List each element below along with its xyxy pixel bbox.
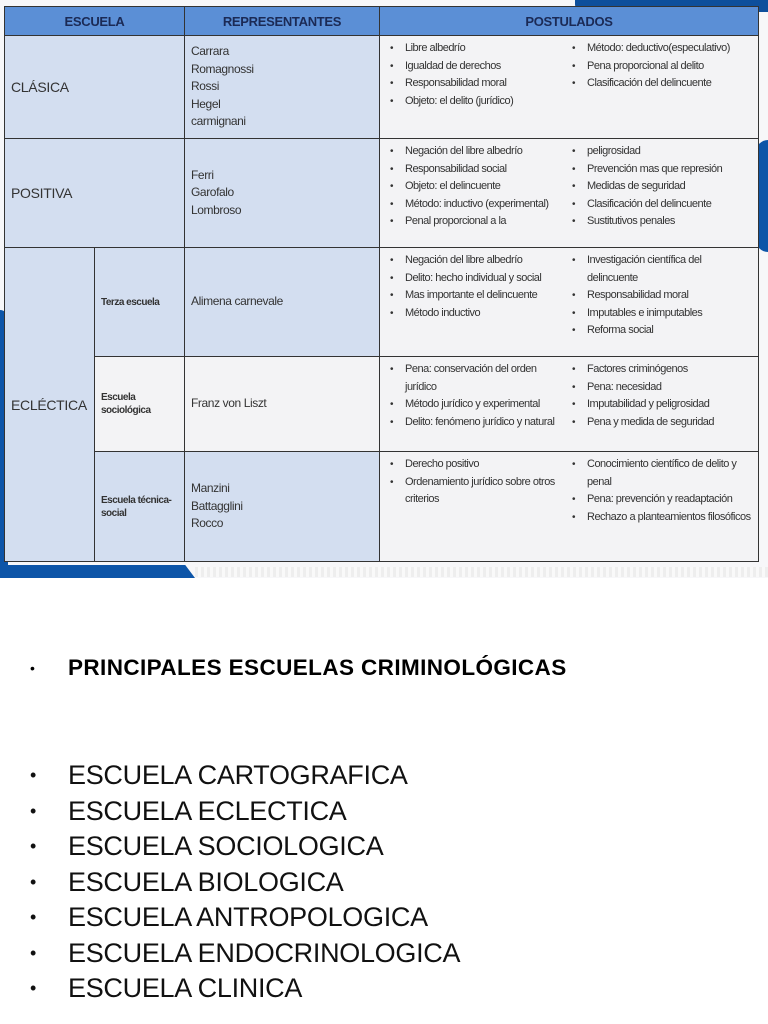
section-title-row: [30, 655, 567, 681]
school-label: ESCUELA ECLECTICA: [68, 795, 347, 826]
section-title: PRINCIPALES ESCUELAS CRIMINOLÓGICAS: [68, 655, 567, 680]
postulate: • Método inductivo: [388, 305, 570, 323]
postulate: • Responsabilidad social: [388, 161, 570, 179]
representative: Romagnossi: [191, 61, 254, 76]
list-item: [30, 794, 460, 830]
postulate: • Negación del libre albedrío: [388, 143, 570, 161]
postulate: • Medidas de seguridad: [570, 178, 752, 196]
postulate: • peligrosidad: [570, 143, 752, 161]
school-label: ESCUELA CARTOGRAFICA: [68, 760, 408, 791]
representative: Rossi: [191, 79, 220, 94]
representative: Ferri: [191, 167, 214, 182]
postulate: • Pena proporcional al delito: [570, 58, 752, 76]
schools-list: [30, 758, 460, 1007]
bullet-icon: •: [30, 871, 37, 892]
postulates-left: [388, 361, 570, 431]
school-name: ECLÉCTICA: [5, 248, 95, 562]
subschool-name: Escuela técnica-social: [95, 452, 185, 562]
representatives-cell: [185, 357, 380, 452]
decorative-stripe: [195, 567, 768, 577]
school-name: POSITIVA: [5, 139, 185, 248]
table-header-row: [5, 7, 759, 36]
postulate: • Derecho positivo: [388, 456, 570, 474]
header-postulados: POSTULADOS: [380, 7, 759, 36]
representatives-cell: [185, 139, 380, 248]
postulate: • Responsabilidad moral: [388, 75, 570, 93]
postulates-cell: [380, 357, 759, 452]
postulate: • Prevención mas que represión: [570, 161, 752, 179]
postulate: • Clasificación del delincuente: [570, 75, 752, 93]
postulate: • Método jurídico y experimental: [388, 396, 570, 414]
postulate: • Rechazo a planteamientos filosóficos: [570, 509, 752, 527]
postulate: • Conocimiento científico de delito y penal: [570, 456, 752, 491]
postulate: • Pena: prevención y readaptación: [570, 491, 752, 509]
representative: carmignani: [191, 114, 246, 129]
postulate: • Delito: fenómeno jurídico y natural: [388, 414, 570, 432]
postulate: • Pena: conservación del orden jurídico: [388, 361, 570, 396]
table-row: [5, 36, 759, 139]
bullet-icon: •: [30, 907, 37, 928]
table-row: [5, 357, 759, 452]
schools-table: [4, 6, 759, 562]
header-escuela: ESCUELA: [5, 7, 185, 36]
representatives-cell: [185, 36, 380, 139]
representative: Rocco: [191, 516, 224, 531]
postulate: • Objeto: el delincuente: [388, 178, 570, 196]
school-name: CLÁSICA: [5, 36, 185, 139]
decorative-band-bottom: [0, 565, 195, 578]
list-item: [30, 971, 460, 1007]
representative: Carrara: [191, 44, 229, 59]
postulate: • Clasificación del delincuente: [570, 196, 752, 214]
table-row: [5, 139, 759, 248]
postulate: • Investigación científica del delincuente: [570, 252, 752, 287]
representatives-cell: [185, 452, 380, 562]
postulate: • Igualdad de derechos: [388, 58, 570, 76]
postulate: • Método: inductivo (experimental): [388, 196, 570, 214]
postulate: • Responsabilidad moral: [570, 287, 752, 305]
postulate: • Método: deductivo(especulativo): [570, 40, 752, 58]
bullet-icon: •: [30, 765, 37, 786]
bullet-icon: •: [30, 942, 37, 963]
postulates-right: [570, 252, 752, 340]
bullet-icon: •: [30, 978, 37, 999]
bullet-icon: •: [30, 800, 37, 821]
subschool-name: Escuela sociológica: [95, 357, 185, 452]
list-item: [30, 936, 460, 972]
postulates-cell: [380, 36, 759, 139]
postulate: • Sustitutivos penales: [570, 213, 752, 231]
subschool-name: Terza escuela: [95, 248, 185, 357]
postulate: • Factores criminógenos: [570, 361, 752, 379]
school-label: ESCUELA CLINICA: [68, 973, 303, 1004]
postulate: • Objeto: el delito (jurídico): [388, 93, 570, 111]
representative: Battagglini: [191, 498, 243, 513]
postulate: • Mas importante el delincuente: [388, 287, 570, 305]
representative: Lombroso: [191, 202, 242, 217]
postulates-right: [570, 456, 752, 526]
postulate: • Imputables e inimputables: [570, 305, 752, 323]
postulate: • Pena: necesidad: [570, 379, 752, 397]
representatives-cell: [185, 248, 380, 357]
school-label: ESCUELA SOCIOLOGICA: [68, 831, 384, 862]
representative: Franz von Liszt: [191, 396, 267, 411]
representative: Alimena carnevale: [191, 294, 283, 309]
postulates-left: [388, 252, 570, 340]
postulate: • Imputabilidad y peligrosidad: [570, 396, 752, 414]
postulate: • Delito: hecho individual y social: [388, 270, 570, 288]
postulate: • Pena y medida de seguridad: [570, 414, 752, 432]
list-item: [30, 758, 460, 794]
list-item: [30, 865, 460, 901]
postulates-left: [388, 456, 570, 526]
postulates-right: [570, 361, 752, 431]
postulates-left: [388, 40, 570, 110]
school-label: ESCUELA ANTROPOLOGICA: [68, 902, 428, 933]
header-representantes: REPRESENTANTES: [185, 7, 380, 36]
school-label: ESCUELA ENDOCRINOLOGICA: [68, 937, 461, 968]
postulates-left: [388, 143, 570, 231]
postulate: • Negación del libre albedrío: [388, 252, 570, 270]
postulates-right: [570, 143, 752, 231]
representative: Garofalo: [191, 185, 234, 200]
postulates-cell: [380, 248, 759, 357]
list-item: [30, 829, 460, 865]
postulates-cell: [380, 139, 759, 248]
representative: Hegel: [191, 96, 221, 111]
postulates-cell: [380, 452, 759, 562]
list-item: [30, 900, 460, 936]
table-row: [5, 452, 759, 562]
bullet-icon: •: [30, 660, 35, 676]
school-label: ESCUELA BIOLOGICA: [68, 866, 344, 897]
postulate: • Ordenamiento jurídico sobre otros criterios: [388, 474, 570, 509]
bullet-icon: •: [30, 836, 37, 857]
postulate: • Reforma social: [570, 322, 752, 340]
representative: Manzini: [191, 481, 230, 496]
table-row: [5, 248, 759, 357]
postulate: • Libre albedrío: [388, 40, 570, 58]
postulates-right: [570, 40, 752, 110]
postulate: • Penal proporcional a la: [388, 213, 570, 231]
